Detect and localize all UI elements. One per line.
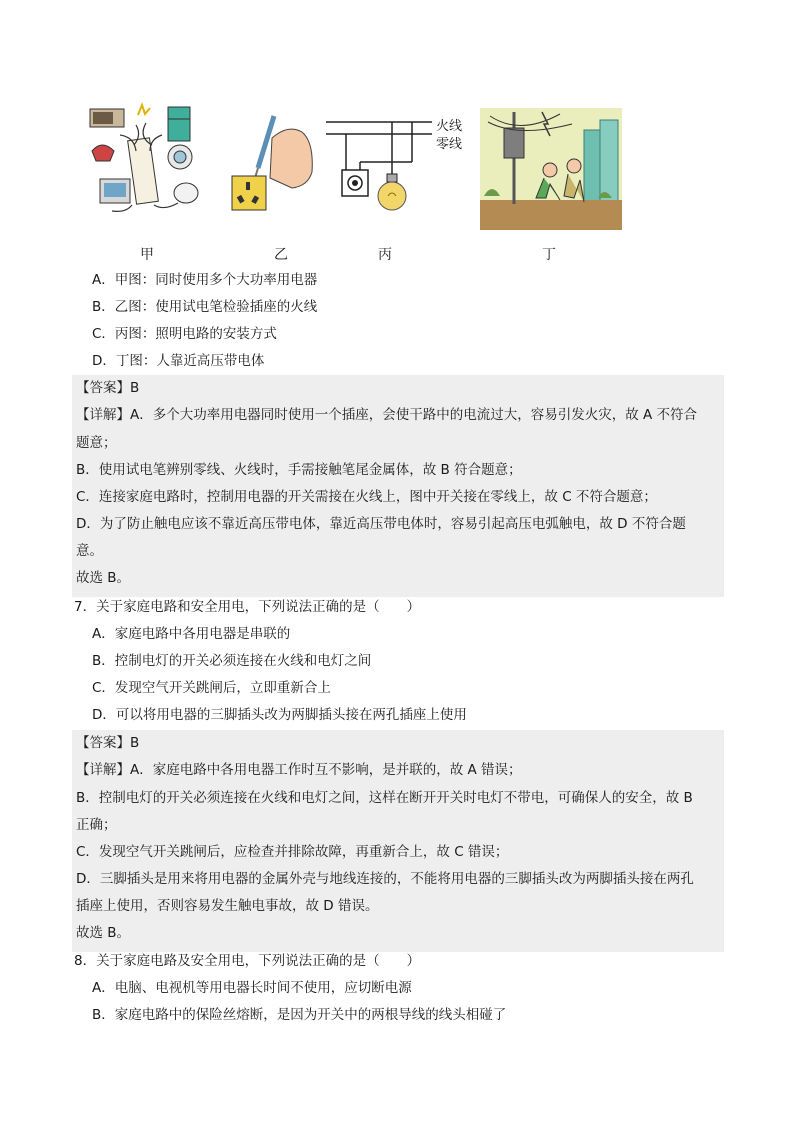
q7-explanation-line: 插座上使用，否则容易发生触电事故，故 D 错误。	[76, 898, 379, 914]
q8-option-a: A．电脑、电视机等用电器长时间不使用，应切断电源	[92, 980, 412, 996]
q6-explanation-line: 题意；	[76, 435, 117, 451]
q7-option-c: C．发现空气开关跳闸后，立即重新合上	[92, 680, 331, 696]
q7-answer: 【答案】B	[76, 735, 140, 751]
q6-option-c: C．丙图：照明电路的安装方式	[92, 326, 277, 342]
q7-explanation-line: C．发现空气开关跳闸后，应检查并排除故障，再重新合上，故 C 错误；	[76, 844, 509, 860]
figure-ding-label: 丁	[542, 247, 556, 263]
q7-explanation-line: 【详解】A．家庭电路中各用电器工作时互不影响，是并联的，故 A 错误；	[76, 762, 522, 778]
q7-explanation-line: D．三脚插头是用来将用电器的金属外壳与地线连接的，不能将用电器的三脚插头改为两脚插头接在两孔	[76, 871, 694, 887]
q6-explanation-line: C．连接家庭电路时，控制用电器的开关需接在火线上，图中开关接在零线上，故 C 不符合题意；	[76, 489, 657, 505]
q6-option-b: B．乙图：使用试电笔检验插座的火线	[92, 299, 318, 315]
q6-option-d: D．丁图：人靠近高压带电体	[92, 353, 265, 369]
figure-yi-test-pen	[228, 98, 318, 218]
q7-stem: 7．关于家庭电路和安全用电，下列说法正确的是（ ）	[74, 599, 421, 615]
q6-explanation-line: 意。	[76, 543, 103, 559]
q6-answer-block	[72, 375, 724, 597]
q7-explanation-line: B．控制电灯的开关必须连接在火线和电灯之间，这样在断开开关时电灯不带电，可确保人的安全，故 B	[76, 790, 693, 806]
figure-bing-circuit	[326, 112, 432, 222]
q6-explanation-line: D．为了防止触电应该不靠近高压带电体，靠近高压带电体时，容易引起高压电弧触电，故 D 不符合题	[76, 516, 686, 532]
figure-ding-high-voltage	[480, 108, 622, 230]
q7-answer-block	[72, 730, 724, 952]
q7-option-d: D．可以将用电器的三脚插头改为两脚插头接在两孔插座上使用	[92, 707, 467, 723]
figure-bing-label: 丙	[378, 247, 392, 263]
q7-explanation-line: 正确；	[76, 817, 117, 833]
q8-stem: 8．关于家庭电路及安全用电，下列说法正确的是（ ）	[74, 953, 421, 969]
q6-conclusion: 故选 B。	[76, 570, 131, 586]
figure-yi-label: 乙	[274, 247, 288, 263]
q7-option-a: A．家庭电路中各用电器是串联的	[92, 626, 291, 642]
figure-jia-overloaded-socket	[76, 95, 216, 225]
figure-bing-neutral-wire-label: 零线	[436, 137, 463, 152]
figure-bing-live-wire-label: 火线	[436, 119, 463, 134]
q6-explanation-line: 【详解】A．多个大功率用电器同时使用一个插座，会使干路中的电流过大，容易引发火灾，故 A 不符合	[76, 407, 698, 423]
q7-conclusion: 故选 B。	[76, 925, 131, 941]
figure-jia-label: 甲	[140, 247, 154, 263]
q6-explanation-line: B．使用试电笔辨别零线、火线时，手需接触笔尾金属体，故 B 符合题意；	[76, 462, 522, 478]
q6-answer: 【答案】B	[76, 380, 140, 396]
q8-option-b: B．家庭电路中的保险丝熔断，是因为开关中的两根导线的线头相碰了	[92, 1007, 507, 1023]
q6-option-a: A．甲图：同时使用多个大功率用电器	[92, 272, 318, 288]
q7-option-b: B．控制电灯的开关必须连接在火线和电灯之间	[92, 653, 372, 669]
